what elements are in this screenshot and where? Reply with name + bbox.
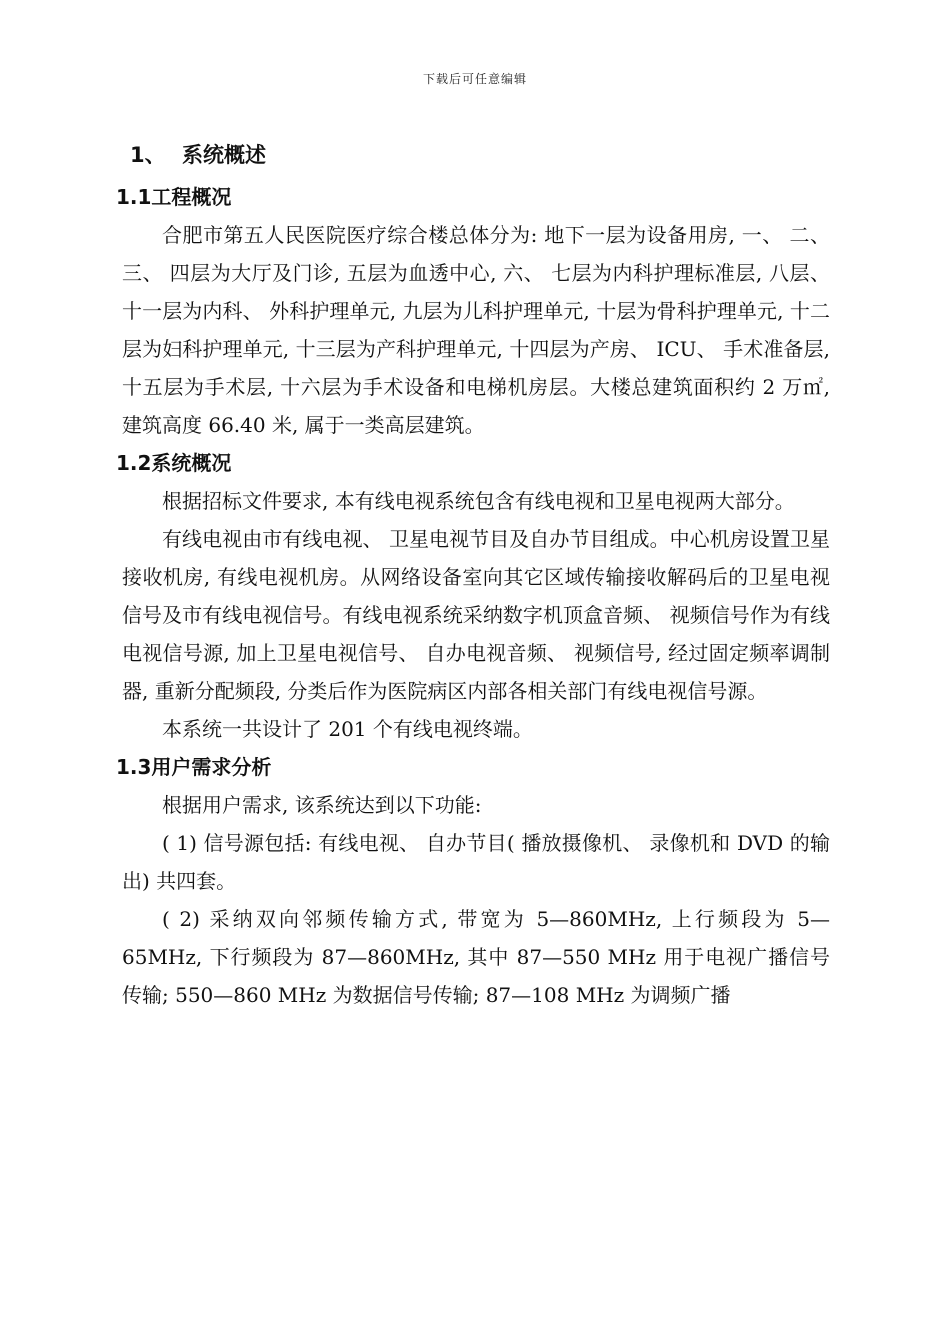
- section-title: 系统概述: [182, 143, 266, 167]
- subsection-heading-1-1: 1.1工程概况: [116, 185, 232, 209]
- section-heading: [122, 132, 830, 178]
- paragraph-requirements-intro: 根据用户需求, 该系统达到以下功能:: [162, 793, 482, 817]
- section-number: 1、: [130, 143, 166, 167]
- subsection-heading-1-2: 1.2系统概况: [116, 451, 232, 475]
- document-body: [116, 132, 830, 1014]
- paragraph-requirement-1: ( 1) 信号源包括: 有线电视、 自办节目( 播放摄像机、 录像机和 DVD 的输出) 共四套。: [122, 831, 830, 893]
- paragraph-terminal-count: 本系统一共设计了 201 个有线电视终端。: [162, 717, 533, 741]
- paragraph-system-scope: 根据招标文件要求, 本有线电视系统包含有线电视和卫星电视两大部分。: [162, 489, 795, 513]
- paragraph-project-overview: 合肥市第五人民医院医疗综合楼总体分为: 地下一层为设备用房, 一、 二、 三、 四层为大厅及门诊, 五层为血透中心, 六、 七层为内科护理标准层, 八层、 十一层为内科、 外科护理单元, 九层为儿科护理单元, 十层为骨科护理单元, 十二层为妇科护理单元, 十三层为产科护理单元, 十四层为产房、 ICU、 手术准备层, 十五层为手术层, 十六层为手术设备和电梯机房层。大楼总建筑面积约 2 万㎡, 建筑高度 66.40 米, 属于一类高层建筑。: [122, 223, 830, 437]
- paragraph-cable-tv-composition: 有线电视由市有线电视、 卫星电视节目及自办节目组成。中心机房设置卫星接收机房, 有线电视机房。从网络设备室向其它区域传输接收解码后的卫星电视信号及市有线电视信号。有线电视系统采纳数字机顶盒音频、 视频信号作为有线电视信号源, 加上卫星电视信号、 自办电视音频、 视频信号, 经过固定频率调制器, 重新分配频段, 分类后作为医院病区内部各相关部门有线电视信号源。: [122, 527, 830, 703]
- subsection-heading-1-3: 1.3用户需求分析: [116, 755, 272, 779]
- page-header: 下载后可任意编辑: [422, 72, 527, 86]
- paragraph-requirement-2: ( 2) 采纳双向邻频传输方式, 带宽为 5—860MHz, 上行频段为 5—65MHz, 下行频段为 87—860MHz, 其中 87—550 MHz 用于电视广播信号传输; 550—860 MHz 为数据信号传输; 87—108 MHz 为调频广播: [122, 907, 830, 1007]
